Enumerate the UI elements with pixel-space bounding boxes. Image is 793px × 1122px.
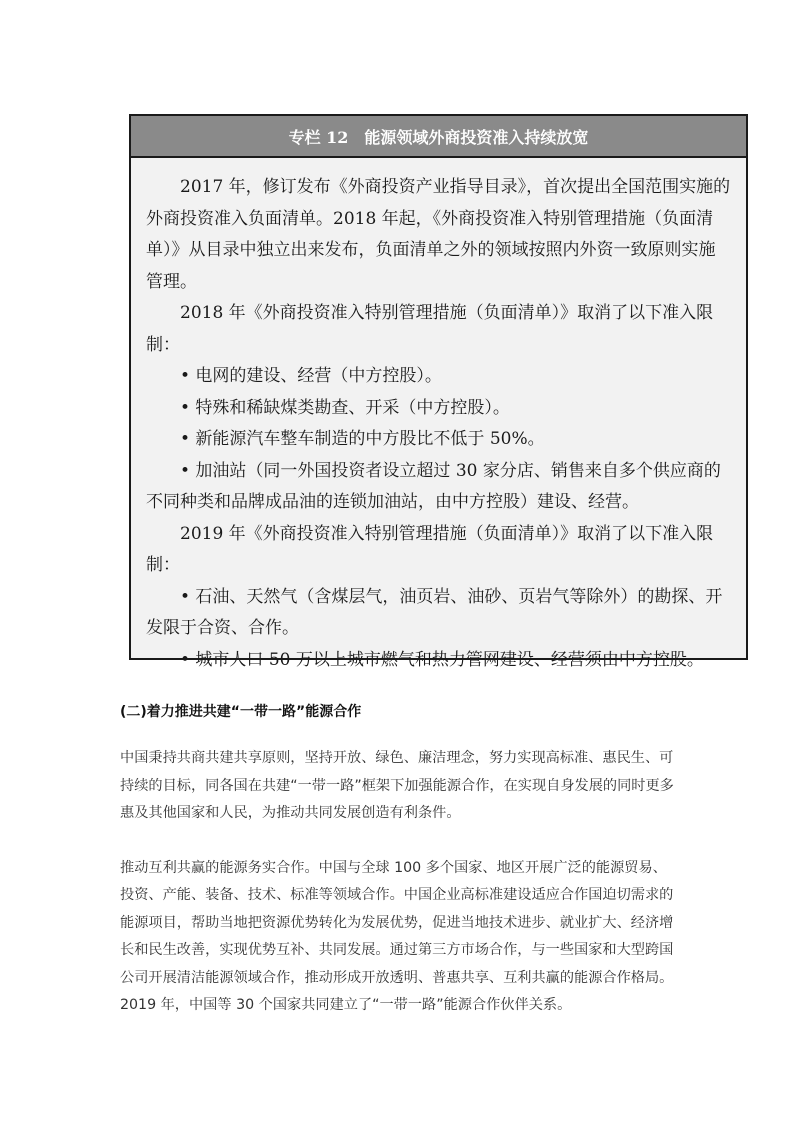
section-title: (二)着力推进共建“一带一路”能源合作 — [120, 704, 362, 720]
bullet-item: • 特殊和稀缺煤类勘查、开采（中方控股）。 — [180, 397, 510, 418]
box-paragraph: 2019 年《外商投资准入特别管理措施（负面清单）》取消了以下准入限制： — [146, 523, 714, 575]
box-title: 专栏 12 能源领域外商投资准入持续放宽 — [131, 116, 746, 158]
box-paragraph: 2017 年，修订发布《外商投资产业指导目录》，首次提出全国范围实施的外商投资准入负面清单。2018 年起，《外商投资准入特别管理措施（负面清单）》从目录中独立出来发布，负面清单之外的领域按照内外资一致原则实施管理。 — [146, 177, 731, 292]
box-paragraph: 2018 年《外商投资准入特别管理措施（负面清单）》取消了以下准入限制： — [146, 303, 714, 355]
box-body — [131, 158, 746, 676]
bullet-item: • 新能源汽车整车制造的中方股比不低于 50%。 — [180, 429, 545, 449]
sidebar-box — [129, 114, 748, 670]
bullet-item: • 电网的建设、经营（中方控股）。 — [180, 366, 442, 386]
bullet-item: • 石油、天然气（含煤层气，油页岩、油砂、页岩气等除外）的勘探、开发限于合资、合作。 — [146, 586, 723, 638]
section — [120, 700, 680, 1047]
bullet-item: • 城市人口 50 万以上城市燃气和热力管网建设、经营须由中方控股。 — [180, 649, 704, 670]
section-paragraph: 推动互利共赢的能源务实合作。中国与全球 100 多个国家、地区开展广泛的能源贸易、投资、产能、装备、技术、标准等领域合作。中国企业高标准建设适应合作国迫切需求的能源项目，帮助当地把资源优势转化为发展优势，促进当地技术进步、就业扩大、经济增长和民生改善，实现优势互补、共同发展。通过第三方市场合作，与一些国家和大型跨国公司开展清洁能源领域合作，推动形成开放透明、普惠共享、互利共赢的能源合作格局。2019 年，中国等 30 个国家共同建立了“一带一路”能源合作伙伴关系。 — [120, 859, 674, 1013]
bullet-item: • 加油站（同一外国投资者设立超过 30 家分店、销售来自多个供应商的不同种类和品牌成品油的连锁加油站，由中方控股）建设、经营。 — [146, 460, 721, 512]
section-paragraph: 中国秉持共商共建共享原则，坚持开放、绿色、廉洁理念，努力实现高标准、惠民生、可持续的目标，同各国在共建“一带一路”框架下加强能源合作，在实现自身发展的同时更多惠及其他国家和人民，为推动共同发展创造有利条件。 — [120, 750, 674, 821]
